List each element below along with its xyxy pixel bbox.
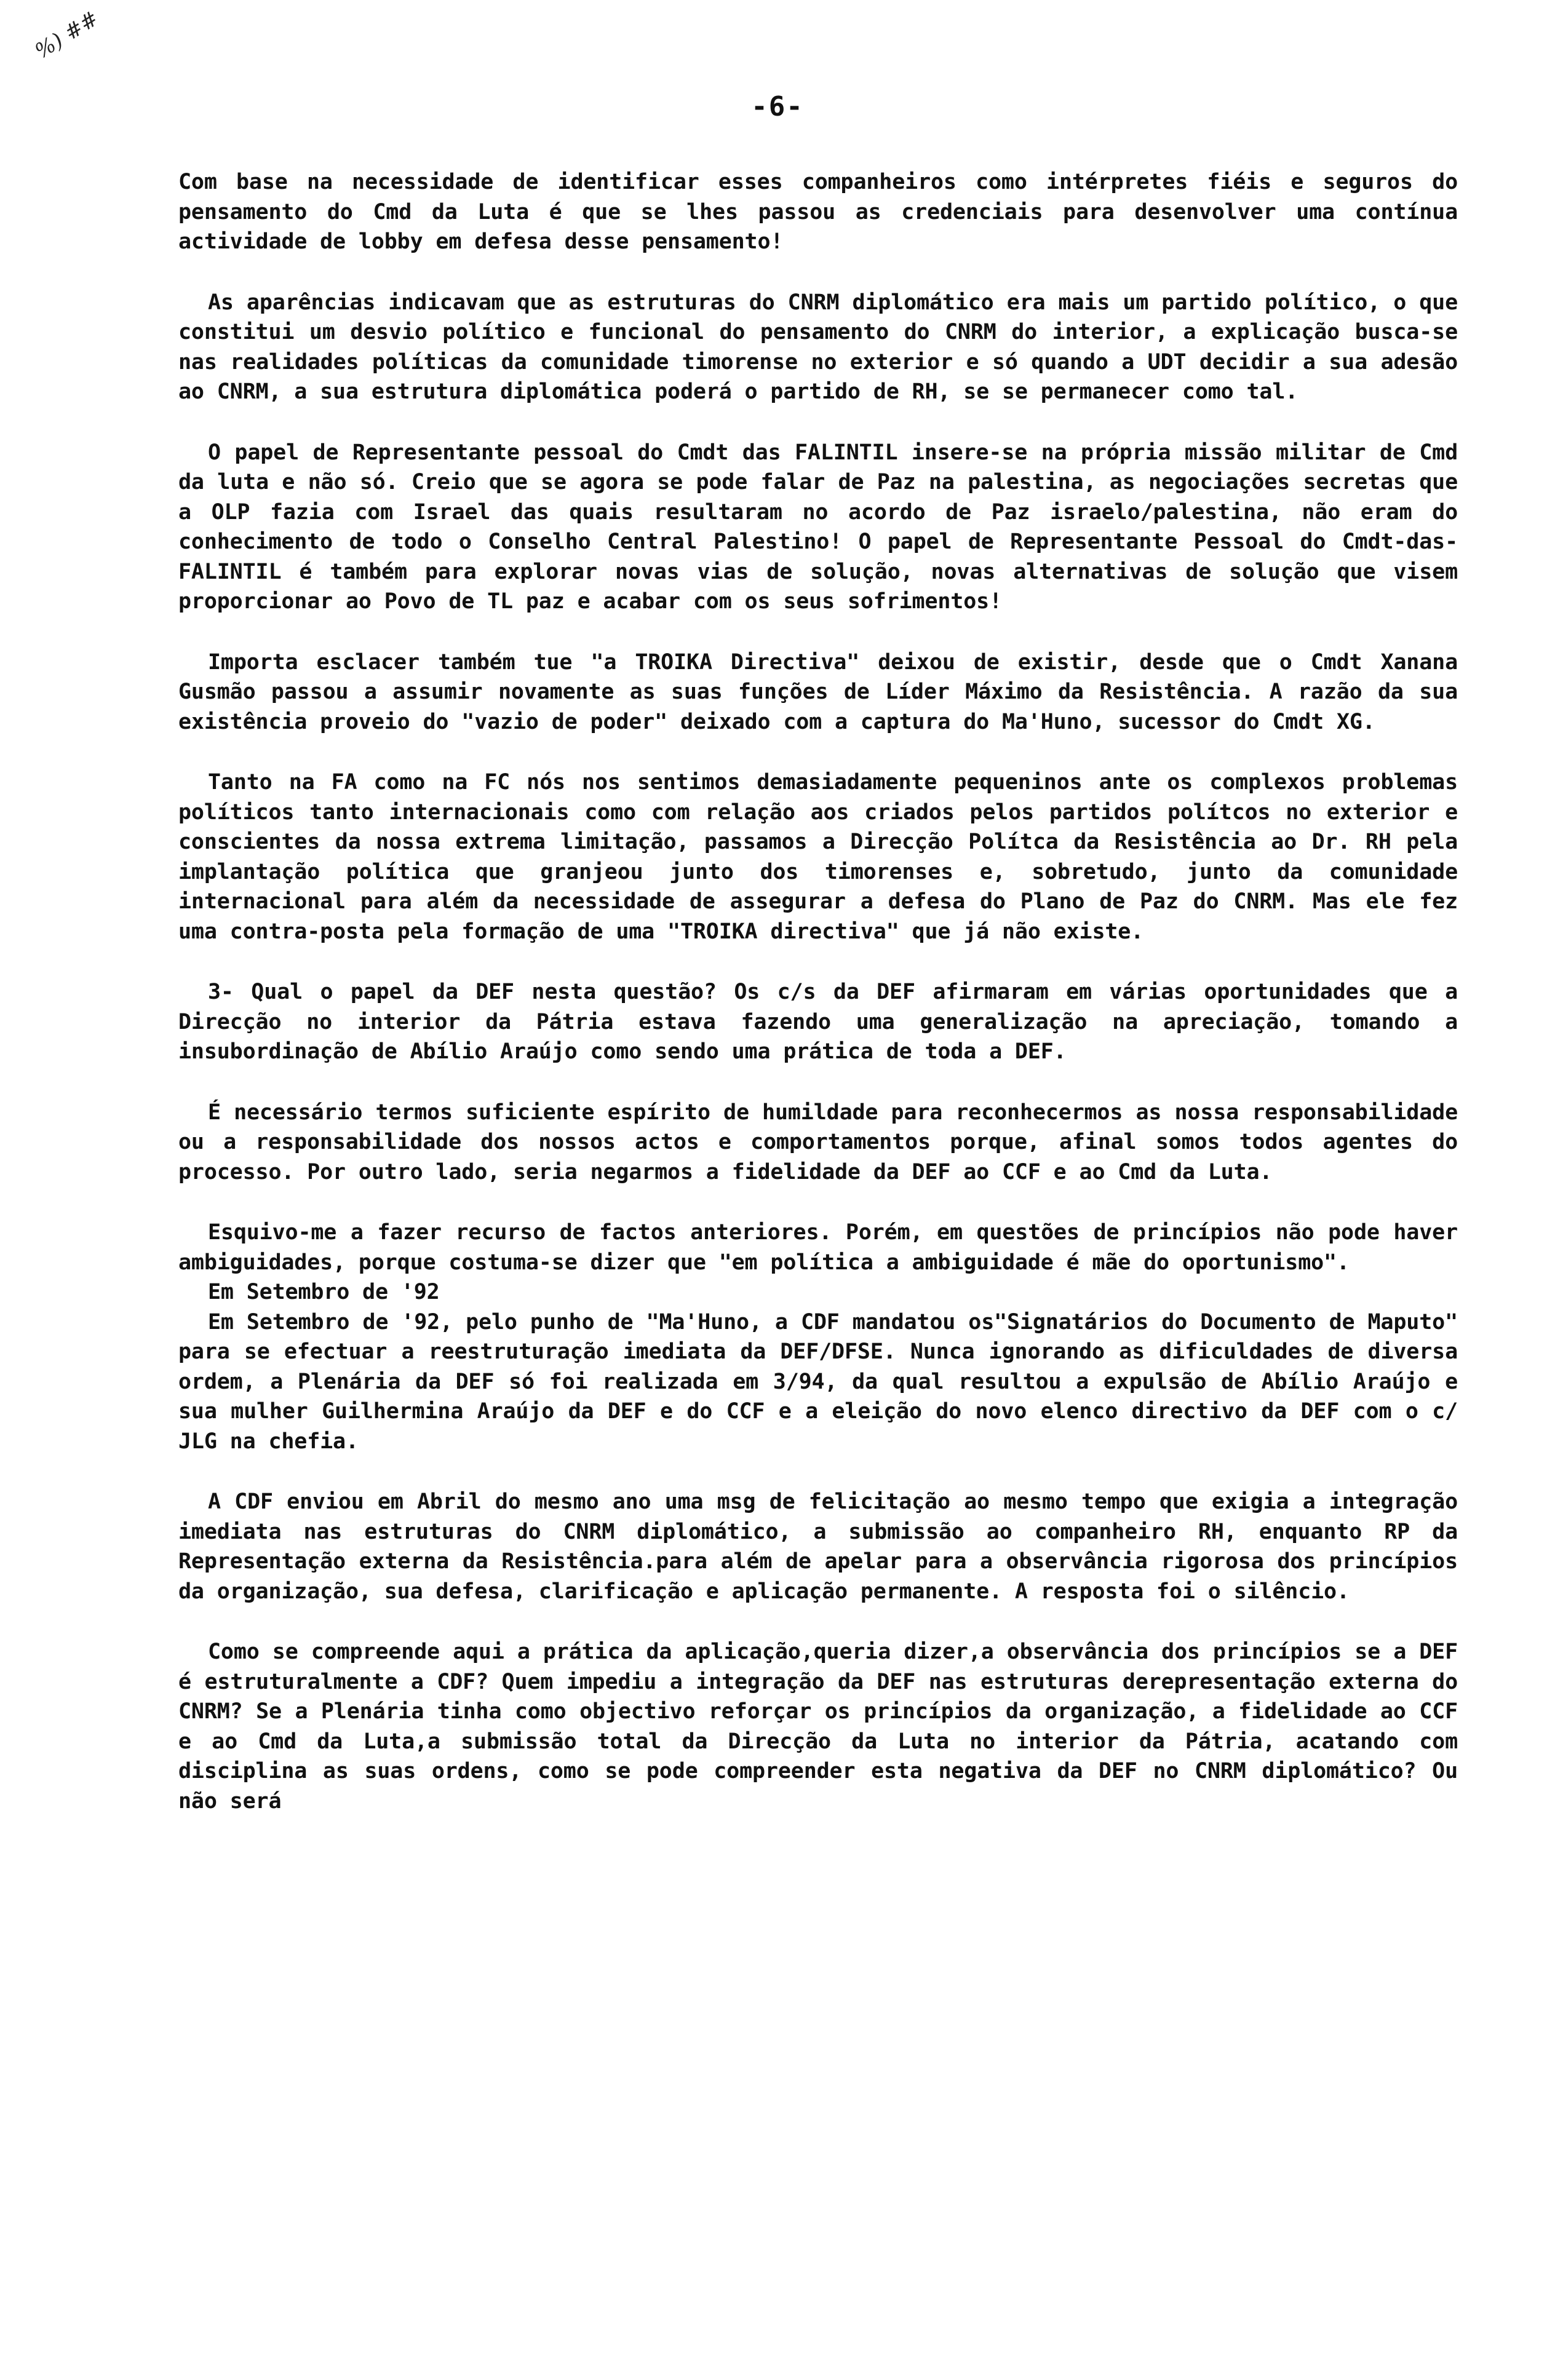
paragraph-2: As aparências indicavam que as estruturas do CNRM diplomático era mais um partido político, o que constitui um desvio político e funcional do pensamento do CNRM do interior, a explicação busca-se nas realidades políticas da comunidade timorense no exterior e só quando a UDT decidir a sua adesão ao CNRM, a sua estrutura diplomática poderá o partido de RH, se se permanecer como tal. <box>178 290 1458 404</box>
paragraph-9: Em Setembro de '92, pelo punho de "Ma'Huno, a CDF mandatou os"Signatários do Documento de Maputo" para se efectuar a reestruturação imediata da DEF/DFSE. Nunca ignorando as dificuldades de diversa ordem, a Plenária da DEF só foi realizada em 3/94, da qual resultou a expulsão de Abílio Araújo e sua mulher Guilhermina Araújo da DEF e do CCF e a eleição do novo elenco directivo da DEF com o c/ JLG na chefia. <box>178 1309 1458 1454</box>
handwritten-annotation: %) ## <box>31 6 103 64</box>
paragraph-10: A CDF enviou em Abril do mesmo ano uma msg de felicitação ao mesmo tempo que exigia a integração imediata nas estruturas do CNRM diplomático, a submissão ao companheiro RH, enquanto RP da Representação externa da Resistência.para além de apelar para a observância rigorosa dos princípios da organização, sua defesa, clarificação e aplicação permanente. A resposta foi o silêncio. <box>178 1489 1458 1604</box>
document-body <box>178 167 1458 1847</box>
paragraph-5: Tanto na FA como na FC nós nos sentimos demasiadamente pequeninos ante os complexos problemas políticos tanto internacionais como com relação aos criados pelos partidos polítcos no exterior e conscientes da nossa extrema limitação, passamos a Direcção Polítca da Resistência ao Dr. RH pela implantação política que granjeou junto dos timorenses e, sobretudo, junto da comunidade internacional para além da necessidade de assegurar a defesa do Plano de Paz do CNRM. Mas ele fez uma contra-posta pela formação de uma "TROIKA directiva" que já não existe. <box>178 770 1458 944</box>
paragraph-4: Importa esclacer também tue "a TROIKA Directiva" deixou de existir, desde que o Cmdt Xanana Gusmão passou a assumir novamente as suas funções de Líder Máximo da Resistência. A razão da sua existência proveio do "vazio de poder" deixado com a captura do Ma'Huno, sucessor do Cmdt XG. <box>178 649 1458 734</box>
paragraph-8: Esquivo-me a fazer recurso de factos anteriores. Porém, em questões de princípios não pode haver ambiguidades, porque costuma-se dizer que "em política a ambiguidade é mãe do oportunismo". <box>178 1220 1458 1275</box>
page-number: -6- <box>751 91 804 122</box>
paragraph-6: 3- Qual o papel da DEF nesta questão? Os c/s da DEF afirmaram em várias oportunidades que a Direcção no interior da Pátria estava fazendo uma generalização na apreciação, tomando a insubordinação de Abílio Araújo como sendo uma prática de toda a DEF. <box>178 980 1458 1064</box>
paragraph-1: Com base na necessidade de identificar esses companheiros como intérpretes fiéis e seguros do pensamento do Cmd da Luta é que se lhes passou as credenciais para desenvolver uma contínua actividade de lobby em defesa desse pensamento! <box>178 170 1458 254</box>
paragraph-7: É necessário termos suficiente espírito de humildade para reconhecermos as nossa responsabilidade ou a responsabilidade dos nossos actos e comportamentos porque, afinal somos todos agentes do processo. Por outro lado, seria negarmos a fidelidade da DEF ao CCF e ao Cmd da Luta. <box>178 1100 1458 1184</box>
paragraph-3: O papel de Representante pessoal do Cmdt das FALINTIL insere-se na própria missão militar de Cmd da luta e não só. Creio que se agora se pode falar de Paz na palestina, as negociações secretas que a OLP fazia com Israel das quais resultaram no acordo de Paz israelo/palestina, não eram do conhecimento de todo o Conselho Central Palestino! O papel de Representante Pessoal do Cmdt-das-FALINTIL é também para explorar novas vias de solução, novas alternativas de solução que visem proporcionar ao Povo de TL paz e acabar com os seus sofrimentos! <box>178 440 1458 614</box>
dateline: Em Setembro de '92 <box>208 1280 440 1304</box>
paragraph-11: Como se compreende aqui a prática da aplicação,queria dizer,a observância dos princípios se a DEF é estruturalmente a CDF? Quem impediu a integração da DEF nas estruturas derepresentação externa do CNRM? Se a Plenária tinha como objectivo reforçar os princípios da organização, a fidelidade ao CCF e ao Cmd da Luta,a submissão total da Direcção da Luta no interior da Pátria, acatando com disciplina as suas ordens, como se pode compreender esta negativa da DEF no CNRM diplomático? Ou não será <box>178 1640 1458 1814</box>
